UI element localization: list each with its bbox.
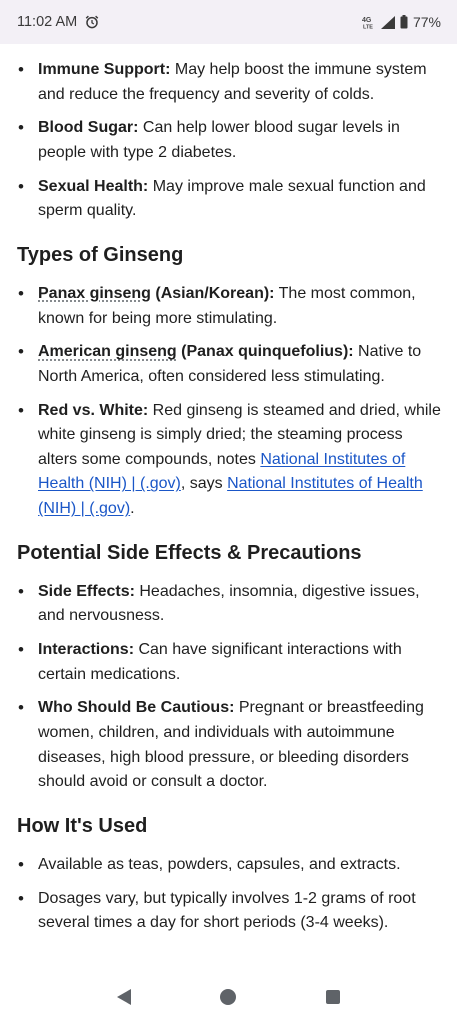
bullet-text: The most common, known for being more stimulating. (38, 284, 416, 327)
list-item (17, 340, 441, 389)
svg-text:LTE: LTE (362, 24, 373, 29)
status-bar (0, 0, 457, 44)
svg-text:4G: 4G (361, 17, 372, 24)
bullet-term: Blood Sugar: (38, 119, 139, 137)
list-item (17, 696, 441, 794)
nih-citation-link[interactable]: National Institutes of Health (NIH) | (.gov) (38, 475, 423, 518)
back-button[interactable] (104, 977, 144, 1017)
bullet-text: Native to North America, often considered less stimulating. (38, 343, 422, 385)
battery-icon (400, 15, 408, 29)
side-effects-heading: Potential Side Effects & Precautions (17, 541, 362, 564)
nih-citation-link[interactable]: National Institutes of Health (NIH) | (.gov) (38, 450, 406, 493)
article-content[interactable] (0, 44, 457, 970)
battery-percentage: 77% (412, 14, 441, 30)
list-item (17, 887, 441, 936)
bullet-text: May improve male sexual function and sperm quality. (38, 177, 426, 220)
list-item (17, 282, 441, 331)
recents-button[interactable] (313, 977, 353, 1017)
list-item (17, 399, 441, 522)
list-item (17, 58, 441, 107)
bullet-term: Side Effects: (38, 582, 135, 600)
status-right (362, 14, 441, 30)
back-triangle-icon (115, 988, 133, 1006)
list-item (17, 175, 441, 224)
benefits-list (17, 58, 441, 224)
usage-list (17, 853, 441, 936)
signal-strength-icon (381, 16, 395, 29)
bullet-term: Immune Support: (38, 61, 171, 78)
home-circle-icon (219, 988, 237, 1006)
bullet-text: May help boost the immune system and reduce the frequency and severity of colds. (38, 61, 427, 103)
network-lte-icon (362, 15, 376, 29)
bullet-text: Can help lower blood sugar levels in people with type 2 diabetes. (38, 119, 400, 161)
status-left (17, 14, 99, 30)
list-item (17, 580, 441, 629)
american-ginseng-link[interactable]: American ginseng (38, 343, 177, 361)
side-effects-list (17, 580, 441, 795)
types-heading: Types of Ginseng (17, 243, 184, 266)
bullet-text: , says (180, 475, 228, 493)
bullet-text: Pregnant or breastfeeding women, children, and individuals with autoimmune diseases, high blood pressure, or bleeding disorders should avoid or consult a doctor. (38, 699, 424, 791)
list-item (17, 638, 441, 687)
bullet-term: Who Should Be Cautious: (38, 699, 235, 717)
bullet-term: Interactions: (38, 641, 135, 659)
bullet-term: (Asian/Korean): (150, 284, 275, 302)
list-item (17, 116, 441, 165)
recents-square-icon (325, 989, 341, 1005)
bullet-term: (Panax quinquefolius): (176, 343, 354, 361)
list-item (17, 853, 441, 878)
bullet-term: Red vs. White: (38, 401, 149, 419)
types-list (17, 282, 441, 522)
system-navigation-bar (0, 970, 457, 1023)
bullet-text: Red ginseng is steamed and dried, while white ginseng is simply dried; the steaming process alters some compounds, notes (38, 401, 441, 468)
bullet-text: Can have significant interactions with certain medications. (38, 641, 402, 683)
bullet-term: Sexual Health: (38, 177, 149, 195)
panax-ginseng-link[interactable]: Panax ginseng (38, 284, 151, 302)
bullet-text: Headaches, insomnia, digestive issues, and nervousness. (38, 582, 420, 625)
bullet-text: Available as teas, powders, capsules, and extracts. (38, 855, 401, 873)
bullet-text: . (130, 500, 135, 518)
status-time: 11:02 AM (17, 14, 78, 30)
home-button[interactable] (208, 977, 248, 1017)
usage-heading: How It's Used (17, 814, 148, 837)
bullet-text: Dosages vary, but typically involves 1-2 grams of root several times a day for short periods (3-4 weeks). (38, 889, 416, 932)
alarm-clock-icon (85, 15, 99, 29)
